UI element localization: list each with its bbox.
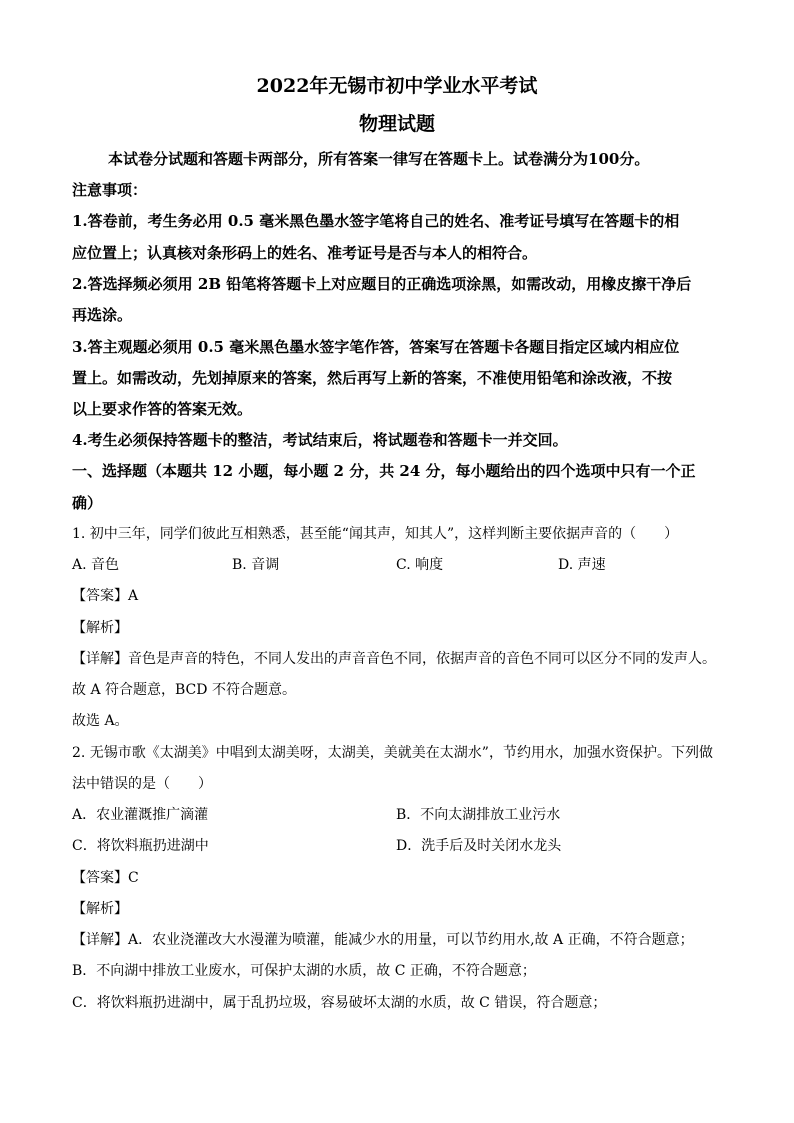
question-1-option-b: B. 音调 bbox=[232, 557, 280, 573]
note-3-line-3: 以上要求作答的答案无效。 bbox=[72, 400, 253, 418]
page-title: 2022年无锡市初中学业水平考试 bbox=[256, 75, 538, 97]
question-1-detail-1: 【详解】音色是声音的特色，不同人发出的声音音色不同，依据声音的音色不同可以区分不同的发声人。 bbox=[72, 651, 716, 667]
question-2-detail-3: C．将饮料瓶扔进湖中，属于乱扔垃圾，容易破坏太湖的水质，故 C 错误，符合题意； bbox=[72, 995, 607, 1011]
question-2-option-c: C．将饮料瓶扔进湖中 bbox=[72, 838, 209, 854]
note-1-line-2: 应位置上；认真核对条形码上的姓名、准考证号是否与本人的相符合。 bbox=[72, 244, 538, 262]
notice-heading: 注意事项： bbox=[72, 181, 148, 199]
question-2-analysis: 【解析】 bbox=[72, 901, 128, 917]
question-2-stem-1: 2. 无锡市歌《太湖美》中唱到太湖美呀，太湖美，美就美在太湖水”，节约用水，加强水资保护。下列做 bbox=[72, 745, 713, 761]
question-2-option-b: B．不向太湖排放工业污水 bbox=[396, 807, 561, 823]
question-2-answer: 【答案】C bbox=[72, 870, 139, 886]
note-2-line-2: 再选涂。 bbox=[72, 306, 133, 324]
question-1-option-d: D. 声速 bbox=[558, 557, 606, 573]
note-4-line-1: 4.考生必须保持答题卡的整洁，考试结束后，将试题卷和答题卡一并交回。 bbox=[72, 431, 568, 449]
question-1-detail-2: 故 A 符合题意，BCD 不符合题意。 bbox=[72, 682, 296, 698]
section-heading-line-1: 一、选择题（本题共 12 小题，每小题 2 分，共 24 分，每小题给出的四个选项中只有一个正 bbox=[72, 462, 696, 480]
note-1-line-1: 1.答卷前，考生务必用 0.5 毫米黑色墨水签字笔将自己的姓名、准考证号填写在答题卡的相 bbox=[72, 212, 680, 230]
question-2-detail-2: B．不向湖中排放工业废水，可保护太湖的水质，故 C 正确，不符合题意； bbox=[72, 963, 536, 979]
note-2-line-1: 2.答选择频必须用 2B 铅笔将答题卡上对应题目的正确选项涂黑，如需改动，用橡皮擦干净后 bbox=[72, 275, 692, 293]
question-1-option-a: A. 音色 bbox=[72, 557, 120, 573]
question-2-stem-2: 法中错误的是（ ） bbox=[72, 776, 212, 792]
question-1-analysis: 【解析】 bbox=[72, 620, 128, 636]
question-1-stem: 1. 初中三年，同学们彼此互相熟悉，甚至能“闻其声，知其人”，这样判断主要依据声音的（ ） bbox=[72, 526, 679, 542]
question-2-option-a: A．农业灌溉推广滴灌 bbox=[72, 807, 209, 823]
intro-statement: 本试卷分试题和答题卡两部分，所有答案一律写在答题卡上。试卷满分为100分。 bbox=[108, 150, 650, 168]
question-1-option-c: C. 响度 bbox=[396, 557, 444, 573]
question-2-detail-1: 【详解】A．农业浇灌改大水漫灌为喷灌，能减少水的用量，可以节约用水,故 A 正确，不符合题意； bbox=[72, 932, 694, 948]
note-3-line-1: 3.答主观题必须用 0.5 毫米黑色墨水签字笔作答，答案写在答题卡各题目指定区域内相应位 bbox=[72, 338, 680, 356]
question-1-answer: 【答案】A bbox=[72, 588, 139, 604]
page-subtitle: 物理试题 bbox=[358, 113, 435, 135]
section-heading-line-2: 确） bbox=[72, 494, 103, 512]
question-2-option-d: D．洗手后及时关闭水龙头 bbox=[396, 838, 562, 854]
question-1-detail-3: 故选 A。 bbox=[72, 713, 129, 729]
note-3-line-2: 置上。如需改动，先划掉原来的答案，然后再写上新的答案，不准使用铅笔和涂改液，不按 bbox=[72, 369, 673, 387]
